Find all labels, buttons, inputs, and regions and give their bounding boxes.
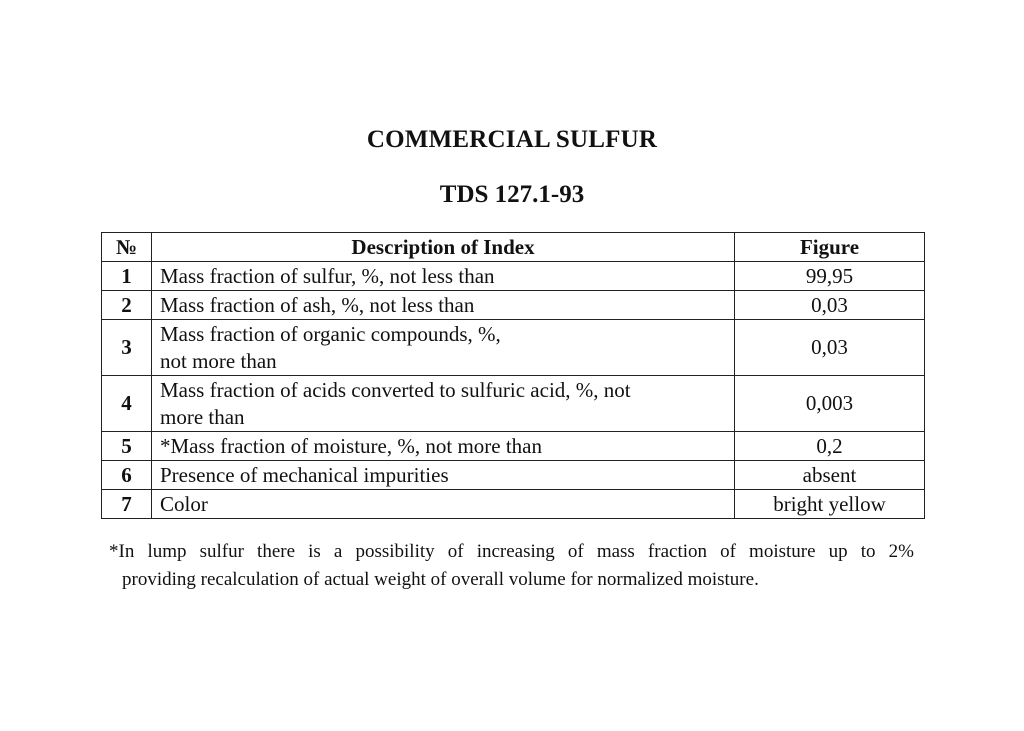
table-row [102,291,925,320]
table-row [102,376,925,432]
row-description: Presence of mechanical impurities [152,461,735,490]
row-figure: 0,2 [735,432,925,461]
document-subtitle: TDS 127.1-93 [439,181,585,208]
row-description-line: not more than [160,348,277,373]
row-number: 1 [102,262,152,291]
row-figure: 0,003 [735,376,925,432]
table-row [102,320,925,376]
row-number: 6 [102,461,152,490]
row-description: Mass fraction of ash, %, not less than [152,291,735,320]
row-figure: 0,03 [735,320,925,376]
table-row [102,461,925,490]
row-number: 4 [102,376,152,432]
table-row [102,262,925,291]
document-title: COMMERCIAL SULFUR [366,126,658,153]
footnote-line: providing recalculation of actual weight of overall volume for normalized moisture. [122,569,759,590]
row-number: 3 [102,320,152,376]
row-description-line: Mass fraction of acids converted to sulfuric acid, %, not [160,377,631,402]
row-figure: 99,95 [735,262,925,291]
footnote-line: *In lump sulfur there is a possibility of increasing of mass fraction of moisture up to 2% [109,541,914,562]
table-row [102,490,925,519]
row-figure: absent [735,461,925,490]
row-number: 5 [102,432,152,461]
header-number: № [102,233,152,262]
header-description: Description of Index [152,233,735,262]
row-description-line: Mass fraction of organic compounds, %, [160,321,501,346]
row-description: Color [152,490,735,519]
row-description-line: more than [160,404,245,429]
header-figure: Figure [735,233,925,262]
footnote [109,538,914,594]
row-number: 2 [102,291,152,320]
row-figure: bright yellow [735,490,925,519]
row-description: Mass fraction of sulfur, %, not less than [152,262,735,291]
row-description [152,376,735,432]
table-row [102,432,925,461]
row-description: *Mass fraction of moisture, %, not more than [152,432,735,461]
row-description [152,320,735,376]
row-figure: 0,03 [735,291,925,320]
table-header-row [102,233,925,262]
specification-table [101,232,925,519]
row-number: 7 [102,490,152,519]
